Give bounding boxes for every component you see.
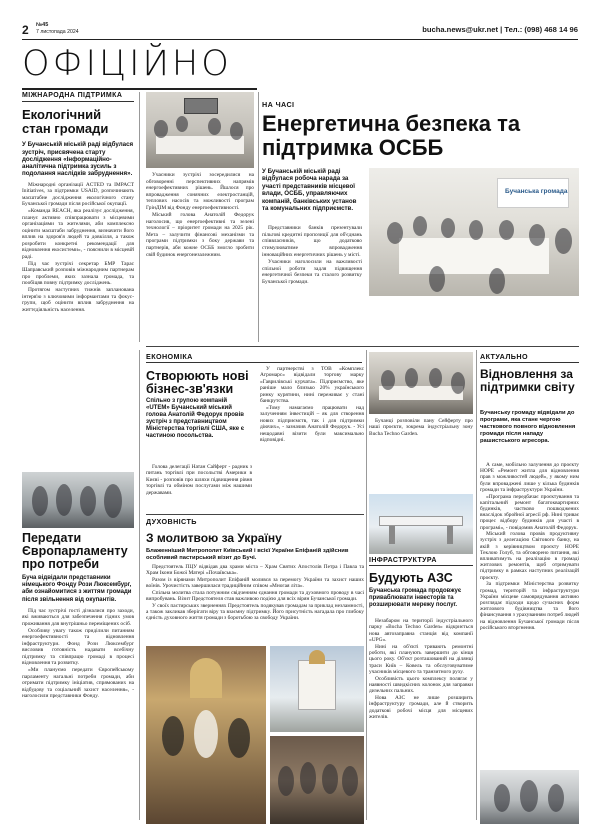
business-para-3: «Тому намагаємо працювати над залученням інвестицій – як для створення нових підприємств, так і для підтримки діючих», - зазначив Анатолій Федорук. - Усі нещодавні візити були максимально відповідні. (260, 404, 364, 443)
restore-para-1: А саме, мобільно залучення до проєкту HOPE «Ремонт житла для відновлення прав з можливостей людей», у якому ним були впроваджені лише у кілька будинків громади та інфраструктури України. (480, 462, 579, 493)
horizontal-divider (146, 514, 364, 515)
prayer-body (146, 564, 364, 622)
ecology-para-3: Під час зустрічі секретар БМР Тарас Шаправський розповів міжнародним партнерам про проблеми, яких зазнала громада, та пообіцяв повну підтримку досліджень. (22, 260, 134, 287)
ecology-rubric: МІЖНАРОДНА ПІДТРИМКА (22, 92, 134, 102)
issue-date: 7 листопада 2024 (36, 29, 79, 35)
energy-meeting-photo (369, 168, 579, 296)
business-lead: Спільно з групою компаній «UTEM» Бучанський міський голова Анатолій Федорук провів зустріч з представництвом Міністерства торгівлі США, яке є частиною посольства. (146, 398, 245, 440)
column-divider (366, 350, 367, 820)
ecology-article (22, 92, 134, 314)
europarl-body (22, 608, 134, 700)
page-header (22, 22, 578, 40)
ecology-para-2: «Команда REACH, яка реалізує дослідження, планує активно співпрацювати з місцевими організаціями та жителями, аби комплексно оцінити масштаби забруднення, визначити його вплив на здоров'я людей та довкілля, а також розробити конкретні рекомендації для відновлення екосистеми», - пояснили в місцевій раді. (22, 208, 134, 260)
prayer-lead: Блаженніший Митрополит Київський і всієї України Епіфаній здійснив особливий пастирський візит до Бучі. (146, 548, 349, 561)
energy-rubric: НА ЧАСІ (262, 100, 295, 109)
column-divider (476, 350, 477, 820)
gas-station-photo (369, 494, 473, 554)
restore-para-4: За підтримки Міністерства розвитку громад, територій та інфраструктури України місцеве самоврядування активно розглядає підходи щодо сучасних форм житлового будівництва та його фінансування з урахуванням потреб людей на відновлення Бучанської громади після російського вторгнення. (480, 581, 579, 631)
europarl-lead: Буча відвідали представники німецького Фонду Рози Люксембург, аби ознайомитися з життям громади після звільнення від окупантів. (22, 575, 132, 603)
column-divider (258, 92, 259, 342)
issue-number: №45 (36, 22, 49, 28)
business-body-3 (369, 418, 473, 438)
ecology-para-1: Міжнародні організації ACTED та IMPACT Initiatives, за підтримки USAID, розпочинають масштабне дослідження екологічного стану Бучанської громади після російської окупації. (22, 181, 134, 208)
prayer-para-2: Разом із вірянами Митрополит Епіфаній молився за перемогу України та захист наших воїнів. Урочистість завершилася традиційним співом «Многая літа». (146, 576, 364, 590)
photo-sign: Бучанська громада (505, 188, 568, 195)
restore-title: Відновлення за підтримки світу (480, 367, 575, 394)
gas-rubric: ІНФРАСТРУКТУРА (369, 557, 473, 566)
restore-photo (480, 770, 579, 824)
energy-intro (146, 172, 254, 259)
business-photo (369, 352, 473, 414)
church-exterior-photo (270, 646, 364, 732)
restore-para-3: Міський голова провів продуктивну зустріч з делегацією Світового банку, на якій з керівництвом проєкту HOPE Теклою Голуб, та обговорено питання, які впливатимуть на реалізацію в громаді житлових ремонтів, щоб отримувати підтримку в рамках наступних реалізацій проєкту. (480, 531, 579, 581)
column-divider (139, 92, 140, 342)
business-para-4: Бучанці розповіли пану Сейферту про наші проєкти, зокрема індустріальну зону Bucha Techno Garden. (369, 418, 473, 437)
page-number: 2 (22, 23, 29, 37)
business-body-1 (146, 464, 252, 497)
section-title: ОФІЦІЙНО (22, 44, 232, 84)
horizontal-divider (146, 346, 579, 347)
restore-rubric: АКТУАЛЬНО (480, 352, 579, 363)
business-title: Створюють нові бізнес-зв'язки (146, 369, 249, 396)
restore-lead: Бучанську громаду відвідали до програми, яка стане чергою часткового повного відновлення громади після нападу рашистського агресора. (480, 410, 576, 444)
column-divider (139, 350, 140, 820)
energy-para-2: Учасники наголосили на важливості спільної роботи задля підвищення енергетичної безпеки та сталого розвитку Бучанської громади. (262, 259, 362, 286)
gas-para-2: Нині на об'єкті тривають ремонтні роботи, які планують завершити до кінця цього року. Об'єкт розташований на ділянці траси Київ – Ковель та обслуговуватиме учасників місцевого та транзитного руху. (369, 643, 473, 675)
prayer-para-4: У своїх пастирських зверненнях Предстоятель подякував громадам за приклад незламності, а також закликав зберігати віру та взаємну підтримку. Його присутність нагадала про глибоку єдність духовного життя громади з боротьбою за свободу України. (146, 602, 364, 622)
europarl-para-3: «Ми плануємо передати Європейському парламенту нагальні потреби громади, аби отримати підтримку ініціатив, спрямованих на відбудову та соціальний захист населення», - наголосили представники Фонду. (22, 667, 134, 700)
europarl-article (22, 532, 134, 700)
gas-para-3: Особливість цього комплексу полягає у наявності швидкісних колонок для заправки дизельних пальних. (369, 675, 473, 695)
gas-body (369, 618, 473, 721)
energy-intro-para-2: Міський голова Анатолій Федорук наголосив, що енергоефективні та зелені технології – пріоритет громади на 2025 рік. Мета – залучити фінансові механізми та програми підтримки з боку держави та партнерів, аби кожне ОСББ змогло зробити свій будинок енергонезалежним. (146, 212, 254, 258)
prayer-para-1: Предстоятель ПЦУ відвідав два храми міста – Храм Святих Апостолів Петра і Павла та Храм Ікони Божої Матері «Почаївська». (146, 564, 364, 577)
prayer-title: З молитвою за Україну (146, 531, 282, 545)
ecology-para-4: Протягом наступних тижнів запланована інтерв'ю з ключовими інформантами та фокус-групи, щоб оцінити вплив забруднення на життєдіяльність населення. (22, 287, 134, 313)
prayer-para-3: Спільна молитва стала потужним свідченням єднання громади та духовного проводу в часі випробувань. Візит Предстоятеля став важливою подією для всіх вірян Бучанської громади. (146, 589, 364, 603)
gas-lead: Бучанська громада продовжує приваблювати інвесторів та розширювати мережу послуг. (369, 588, 462, 608)
business-para-1: Голова делегації Натан Сайферт - радник з питань торгівлі при посольстві Америки в Києві - розповів про шляхи підвищення рівня торгівлі та обміном послугами між нашими державами. (146, 464, 252, 496)
energy-intro-para-1: Учасники зустрічі зосередилися на обговоренні перспективних напрямів енергоефективних рішень. Йшлося про впровадження сонячних електростанцій, теплових насосів та можливості програм ГрінДІМ від Фонду енергоефективності. (146, 172, 254, 211)
congregation-photo (270, 736, 364, 824)
europarl-para-2: Особливу увагу також приділили питанням енергоефективності та відновлення інфраструктури. Фонд Рози Люксембург висловив готовність надавати всебічну підтримку та співпрацю громаді в процесі відновлення та розвитку. (22, 627, 134, 667)
energy-para-1: Представники банків презентували пільгові кредитні пропозиції для об'єднань співвласників, що додатково стимулюватиме впровадження інноваційних енергетичних рішень у місті. (262, 225, 362, 258)
section-title-rule (22, 88, 257, 90)
business-para-2: У партнерстві з ТОВ «Комплекс Агромарс» відвідали торгову марку «Гаврилівські курчата». Підприємство, яке раніше мало близько 20% українського ринку курятини, нині переживає у стані банкрутства. (260, 366, 364, 405)
business-body-2 (260, 366, 364, 444)
restore-body (480, 462, 579, 631)
restore-para-2: «Програма передбачає проєктування та капітальний ремонт багатоквартирних будинків, частково пошкоджених внаслідок збройної агресії рф. Нині триває процес відбору будинків для участі в програмі», - повідомив Анатолій Федорук. (480, 493, 579, 531)
energy-lead: У Бучанській міській раді відбулася робоча нарада за участі представників місцевої влади, ОСББ, управляючих компаній, банківських установ та комунальних підприємств. (262, 168, 357, 213)
energy-title: Енергетична безпека та підтримка ОСББ (262, 111, 521, 160)
gas-para-4: Нова АЗС не лише розширить інфраструктуру громади, але й створить додаткові робочі місця для місцевих жителів. (369, 695, 473, 720)
business-rubric: ЕКОНОМІКА (146, 352, 362, 363)
meeting-photo (146, 92, 254, 168)
energy-body (262, 225, 362, 286)
prayer-rubric: ДУХОВНІСТЬ (146, 517, 197, 526)
church-interior-photo (146, 646, 266, 824)
europarl-para-1: Під час зустрічі гості дізналися про заходи, які вживаються для забезпечення гідних умов проживання для внутрішньо переміщених осіб. (22, 607, 134, 627)
contacts: bucha.news@ukr.net | Тел.: (098) 468 14 96 (422, 25, 578, 34)
ecology-title: Екологічний стан громади (22, 107, 109, 136)
gas-title: Будують АЗС (369, 571, 453, 585)
europarl-title: Передати Європарламенту про потреби (22, 531, 128, 571)
europarl-photo (22, 472, 134, 528)
ecology-lead: У Бучанській міській раді відбулася зустріч, присвячена старту дослідження «Інформаційно-аналітична підтримка зусиль з подолання наслідків забруднення». (22, 141, 134, 178)
ecology-body (22, 182, 134, 314)
gas-para-1: Незабаром на території індустріального парку «Bucha Techno Garden» відкриється нова автозаправна станція від компанії «UPG». (369, 618, 473, 643)
